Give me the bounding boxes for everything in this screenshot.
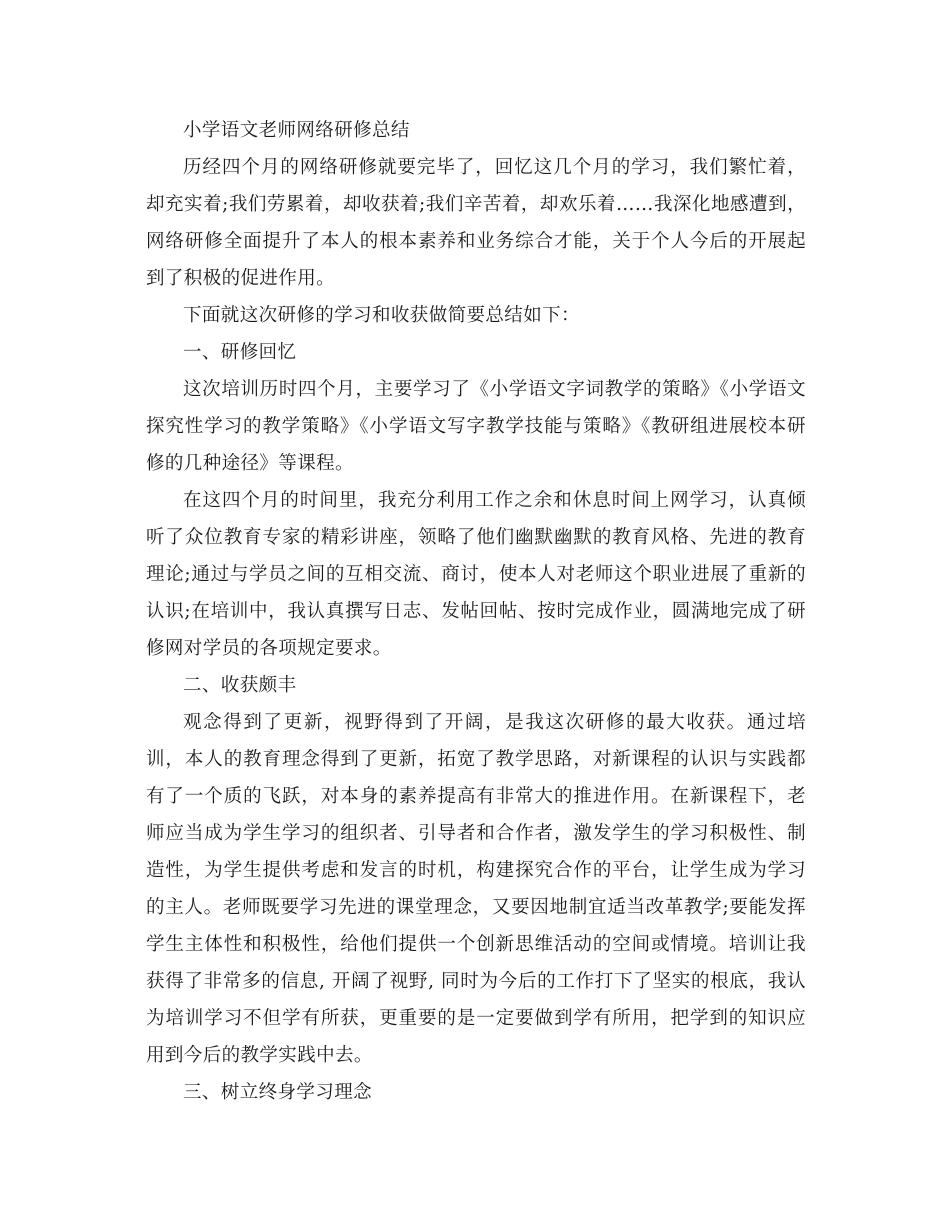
review-paragraph-courses: 这次培训历时四个月，主要学习了《小学语文字词教学的策略》《小学语文探究性学习的教学策略》《小学语文写字教学技能与策略》《教研组进展校本研修的几种途径》等课程。: [146, 379, 806, 474]
document-body: [146, 112, 806, 1111]
intro-paragraph: 历经四个月的网络研修就要完毕了，回忆这几个月的学习，我们繁忙着，却充实着;我们劳累着，却收获着;我们辛苦着，却欢乐着……我深化地感遭到，网络研修全面提升了本人的根本素养和业务综合才能，关于个人今后的开展起到了积极的促进作用。: [146, 157, 806, 289]
gains-paragraph: 观念得到了更新，视野得到了开阔，是我这次研修的最大收获。通过培训，本人的教育理念得到了更新，拓宽了教学思路，对新课程的认识与实践都有了一个质的飞跃，对本身的素养提高有非常大的推进作用。在新课程下，老师应当成为学生学习的组织者、引导者和合作者，激发学生的学习积极性、制造性，为学生提供考虑和发言的时机，构建探究合作的平台，让学生成为学习的主人。老师既要学习先进的课堂理念，又要因地制宜适当改革教学;要能发挥学生主体性和积极性，给他们提供一个创新思维活动的空间或情境。培训让我获得了非常多的信息, 开阔了视野, 同时为今后的工作打下了坚实的根底，我认为培训学习不但学有所获，更重要的是一定要做到学有所用，把学到的知识应用到今后的教学实践中去。: [146, 712, 806, 1066]
section-heading-gains: 二、收获颇丰: [183, 675, 297, 696]
section-heading-review: 一、研修回忆: [183, 342, 297, 363]
review-paragraph-time: 在这四个月的时间里，我充分利用工作之余和休息时间上网学习，认真倾听了众位教育专家的精彩讲座，领略了他们幽默幽默的教育风格、先进的教育理论;通过与学员之间的互相交流、商讨，使本人对老师这个职业进展了重新的认识;在培训中，我认真撰写日志、发帖回帖、按时完成作业，圆满地完成了研修网对学员的各项规定要求。: [146, 490, 806, 659]
summary-lead-paragraph: 下面就这次研修的学习和收获做简要总结如下：: [183, 305, 580, 326]
section-heading-lifelong-learning: 三、树立终身学习理念: [183, 1082, 373, 1103]
document-title: 小学语文老师网络研修总结: [183, 120, 410, 141]
